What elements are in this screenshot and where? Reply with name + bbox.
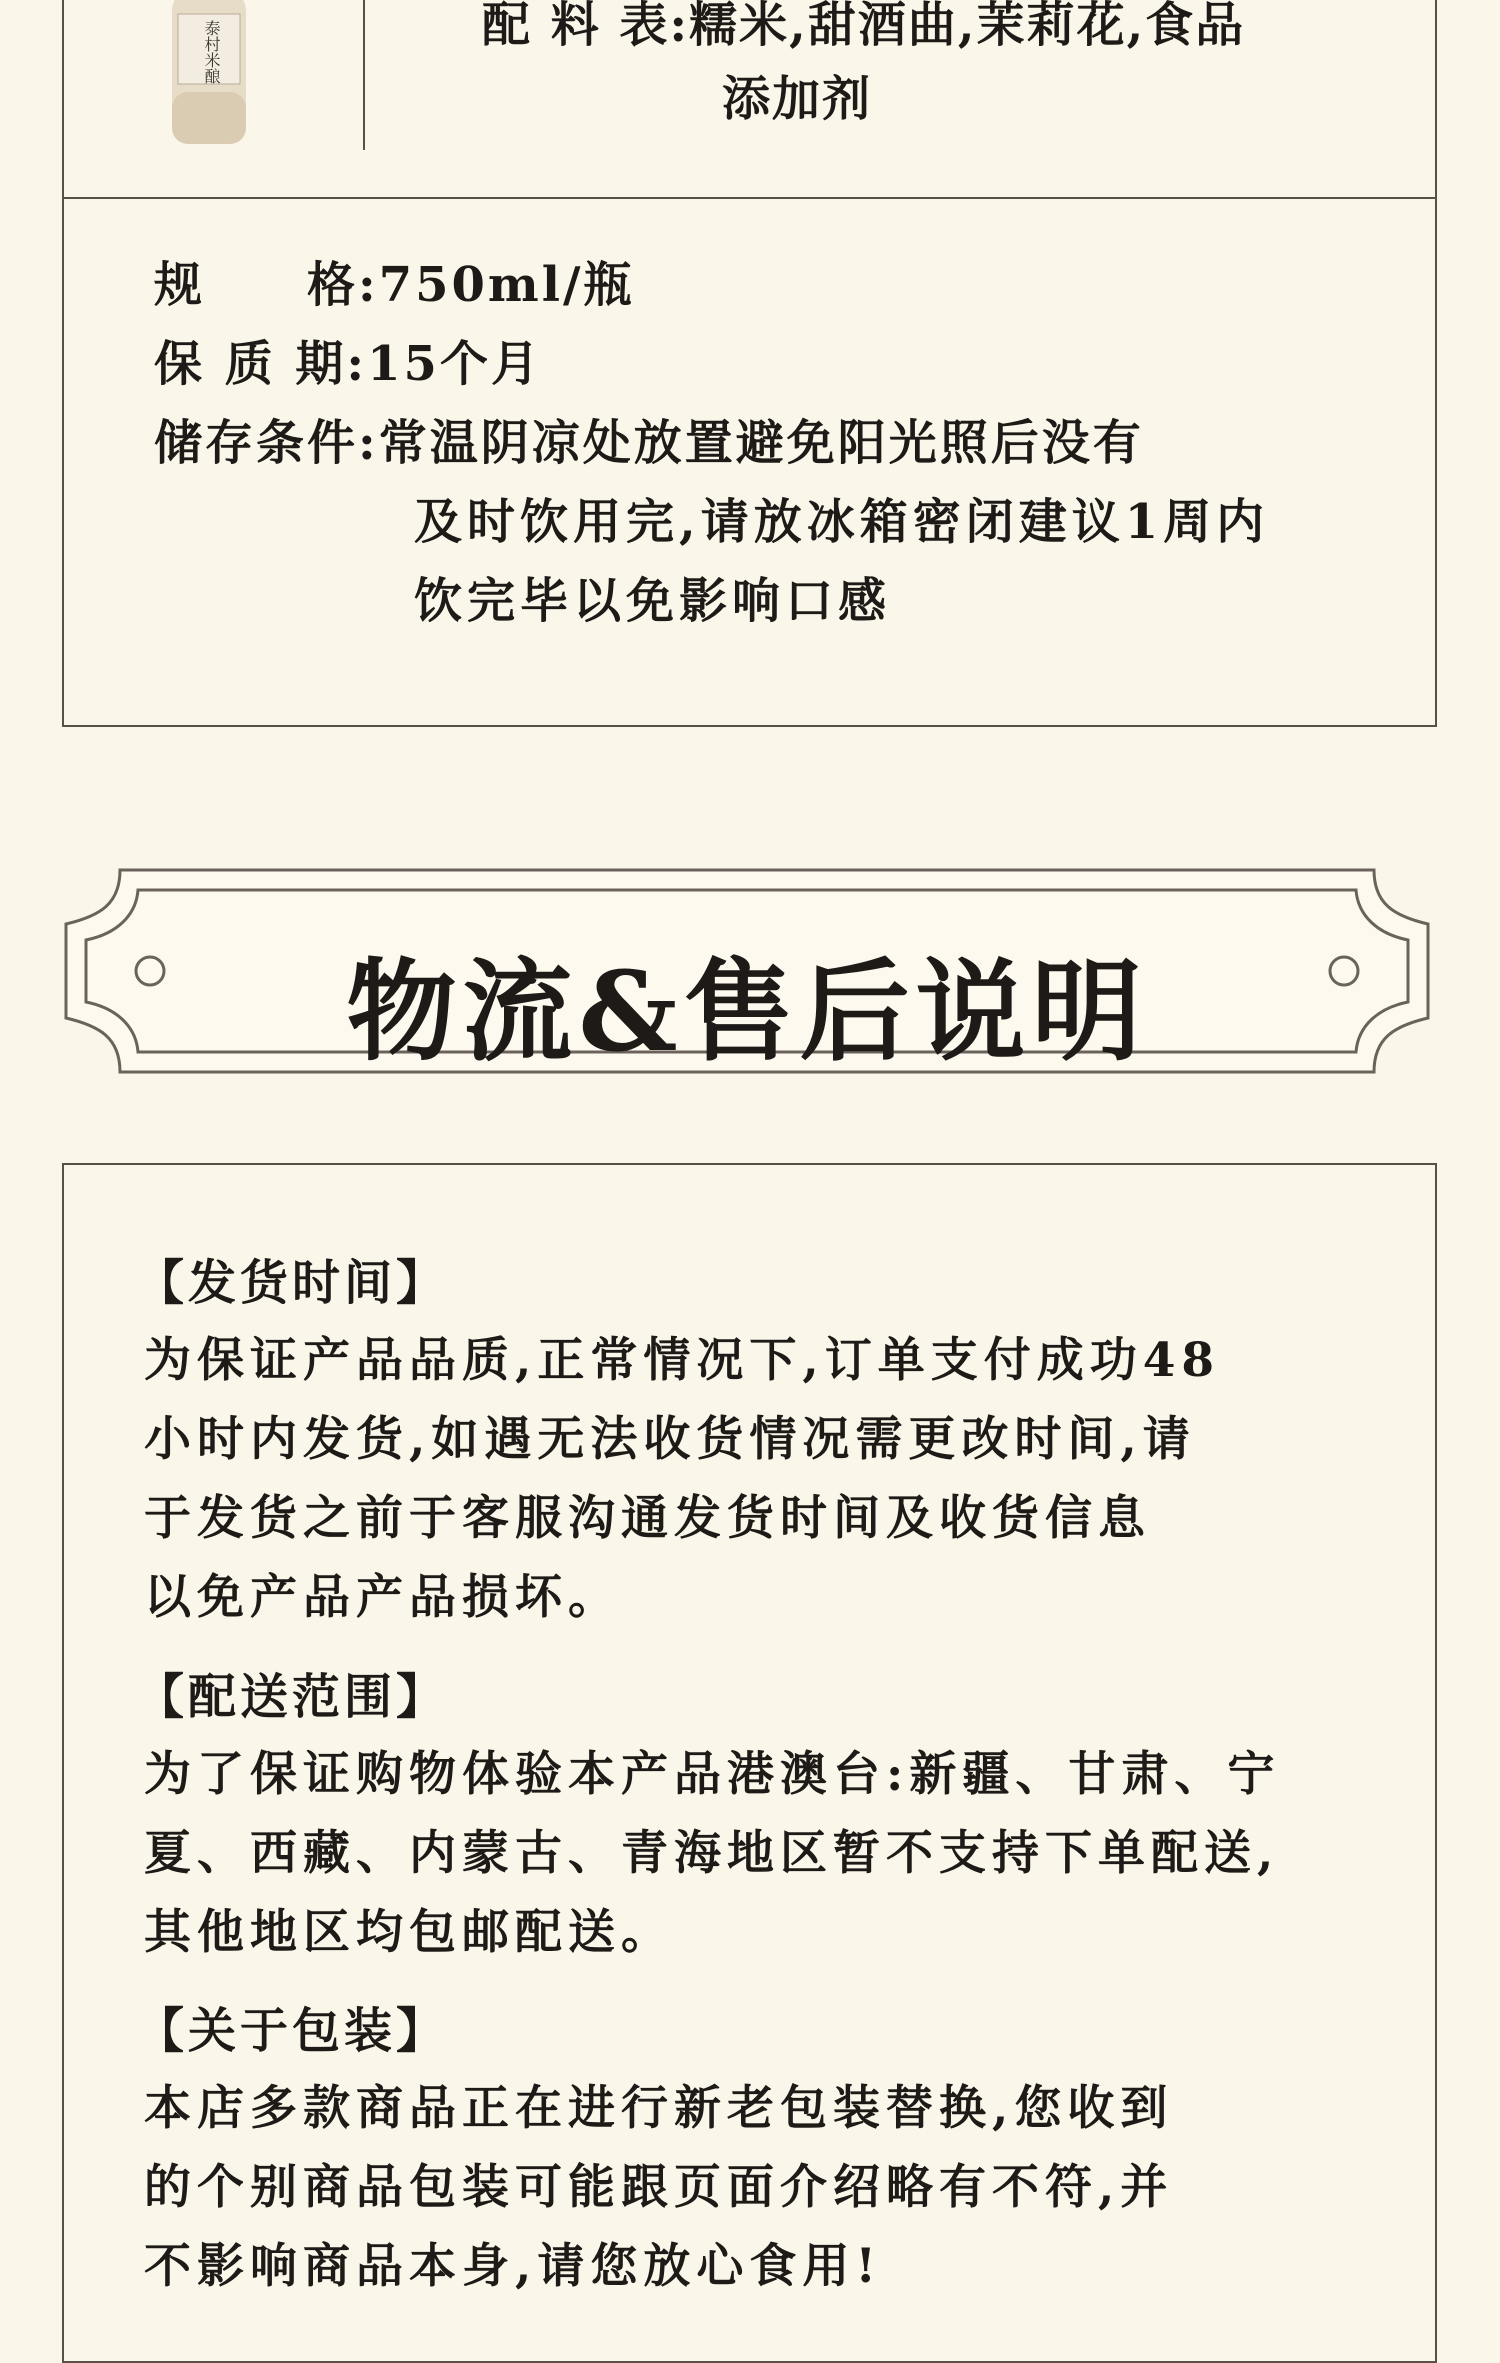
section-title: 物流&售后说明 — [346, 947, 1148, 1076]
delivery-text-line: 其他地区均包邮配送。 — [144, 1905, 674, 1960]
delivery-text-line: 夏、西藏、内蒙古、青海地区暂不支持下单配送, — [144, 1826, 1280, 1881]
divider — [64, 197, 1435, 199]
storage-value-cont: 及时饮用完,请放冰箱密闭建议1周内 — [414, 494, 1270, 550]
storage-row — [154, 404, 1144, 473]
packaging-text-line: 本店多款商品正在进行新老包装替换,您收到 — [144, 2081, 1174, 2136]
product-bottle-image — [164, 0, 254, 150]
shelf-life-value: 15个月 — [367, 336, 542, 392]
packaging-text-line: 的个别商品包装可能跟页面介绍略有不符,并 — [144, 2160, 1174, 2215]
delivery-range-heading: 【配送范围】 — [136, 1669, 449, 1725]
shipping-text-line: 为保证产品品质,正常情况下,订单支付成功48 — [144, 1333, 1221, 1388]
shelf-life-label: 保 质 期: — [154, 336, 368, 392]
product-info-box — [62, 0, 1437, 727]
shelf-life-row — [154, 325, 542, 394]
spec-label: 规 格: — [154, 257, 379, 313]
packaging-heading: 【关于包装】 — [136, 2003, 449, 2059]
ingredients-value: 糯米,甜酒曲,茉莉花,食品 — [689, 0, 1246, 53]
spec-value: 750ml/瓶 — [378, 257, 635, 313]
bottle-label: 泰村米酿 — [202, 20, 221, 84]
ingredients-value-cont: 添加剂 — [722, 71, 873, 127]
ingredients-label: 配 料 表: — [482, 0, 690, 53]
divider — [363, 0, 365, 150]
spec-row — [154, 246, 635, 315]
after-sales-box — [62, 1163, 1437, 2363]
storage-value-cont: 饮完毕以免影响口感 — [414, 573, 892, 629]
shipping-text-line: 以免产品产品损坏。 — [144, 1570, 621, 1625]
shipping-time-heading: 【发货时间】 — [136, 1255, 449, 1311]
storage-label: 储存条件: — [154, 415, 379, 471]
packaging-text-line: 不影响商品本身,请您放心食用! — [144, 2239, 882, 2294]
section-banner — [60, 864, 1434, 1078]
shipping-text-line: 于发货之前于客服沟通发货时间及收货信息 — [144, 1491, 1151, 1546]
delivery-text-line: 为了保证购物体验本产品港澳台:新疆、甘肃、宁 — [144, 1747, 1281, 1802]
storage-value: 常温阴凉处放置避免阳光照后没有 — [378, 415, 1144, 471]
shipping-text-line: 小时内发货,如遇无法收货情况需更改时间,请 — [144, 1412, 1196, 1467]
